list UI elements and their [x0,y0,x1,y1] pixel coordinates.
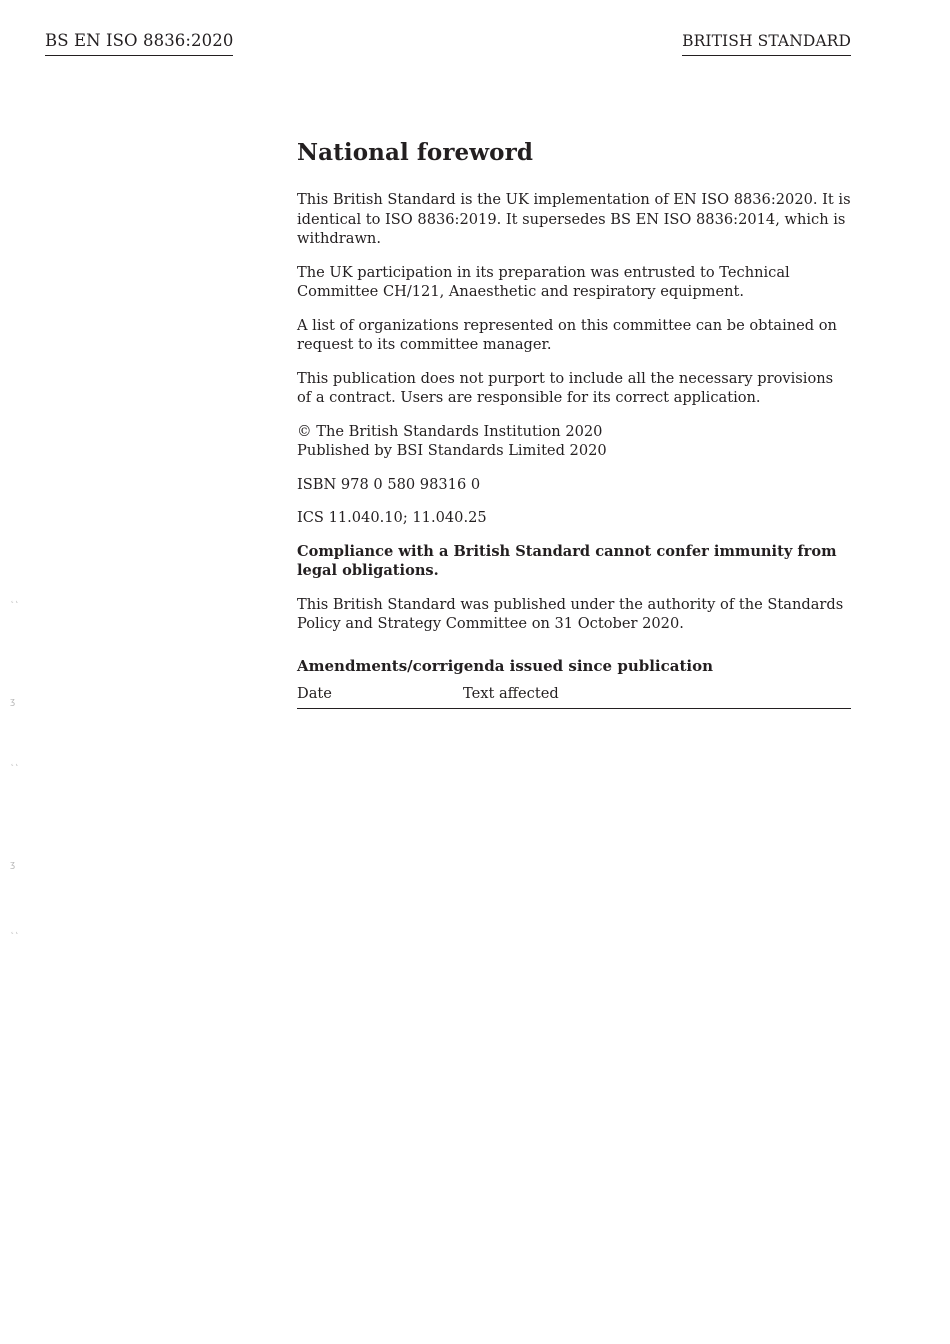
header-document-id: BS EN ISO 8836:2020 [45,31,233,56]
paragraph-copyright [297,422,851,461]
amendments-col-text: Text affected [463,684,559,702]
margin-mark: ʒ [10,860,16,870]
paragraph-provisions: This publication does not purport to include all the necessary provisions of a contract. Users are responsible for its correct application. [297,369,834,406]
margin-mark: ˛˛ [10,594,19,604]
paragraph-implementation: This British Standard is the UK implementation of EN ISO 8836:2020. It is identical to ISO 8836:2019. It supersedes BS EN ISO 8836:2014, which is withdrawn. [297,191,851,247]
amendments-heading: Amendments/corrigenda issued since publication [297,656,713,675]
paragraph-isbn: ISBN 978 0 580 98316 0 [297,475,481,493]
margin-mark: ˛˛ [10,925,19,935]
paragraph-ics: ICS 11.040.10; 11.040.25 [297,509,487,526]
margin-mark: ʒ [10,697,16,707]
paragraph-compliance: Compliance with a British Standard cannot confer immunity from legal obligations. [297,542,837,579]
foreword-content [297,138,851,709]
page-title: National foreword [297,139,534,166]
header-british-standard: BRITISH STANDARD [682,31,851,56]
copyright-line: © The British Standards Institution 2020 [297,422,603,440]
publisher-line: Published by BSI Standards Limited 2020 [297,442,607,459]
paragraph-participation: The UK participation in its preparation was entrusted to Technical Committee CH/121, Anaesthetic and respiratory equipment. [297,263,790,300]
paragraph-organizations: A list of organizations represented on this committee can be obtained on request to its committee manager. [297,316,837,353]
amendments-table-header [297,684,851,709]
amendments-col-date: Date [297,684,332,702]
paragraph-published: This British Standard was published under the authority of the Standards Policy and Strategy Committee on 31 October 2020. [297,595,844,632]
margin-mark: ˛˛ [10,757,19,767]
